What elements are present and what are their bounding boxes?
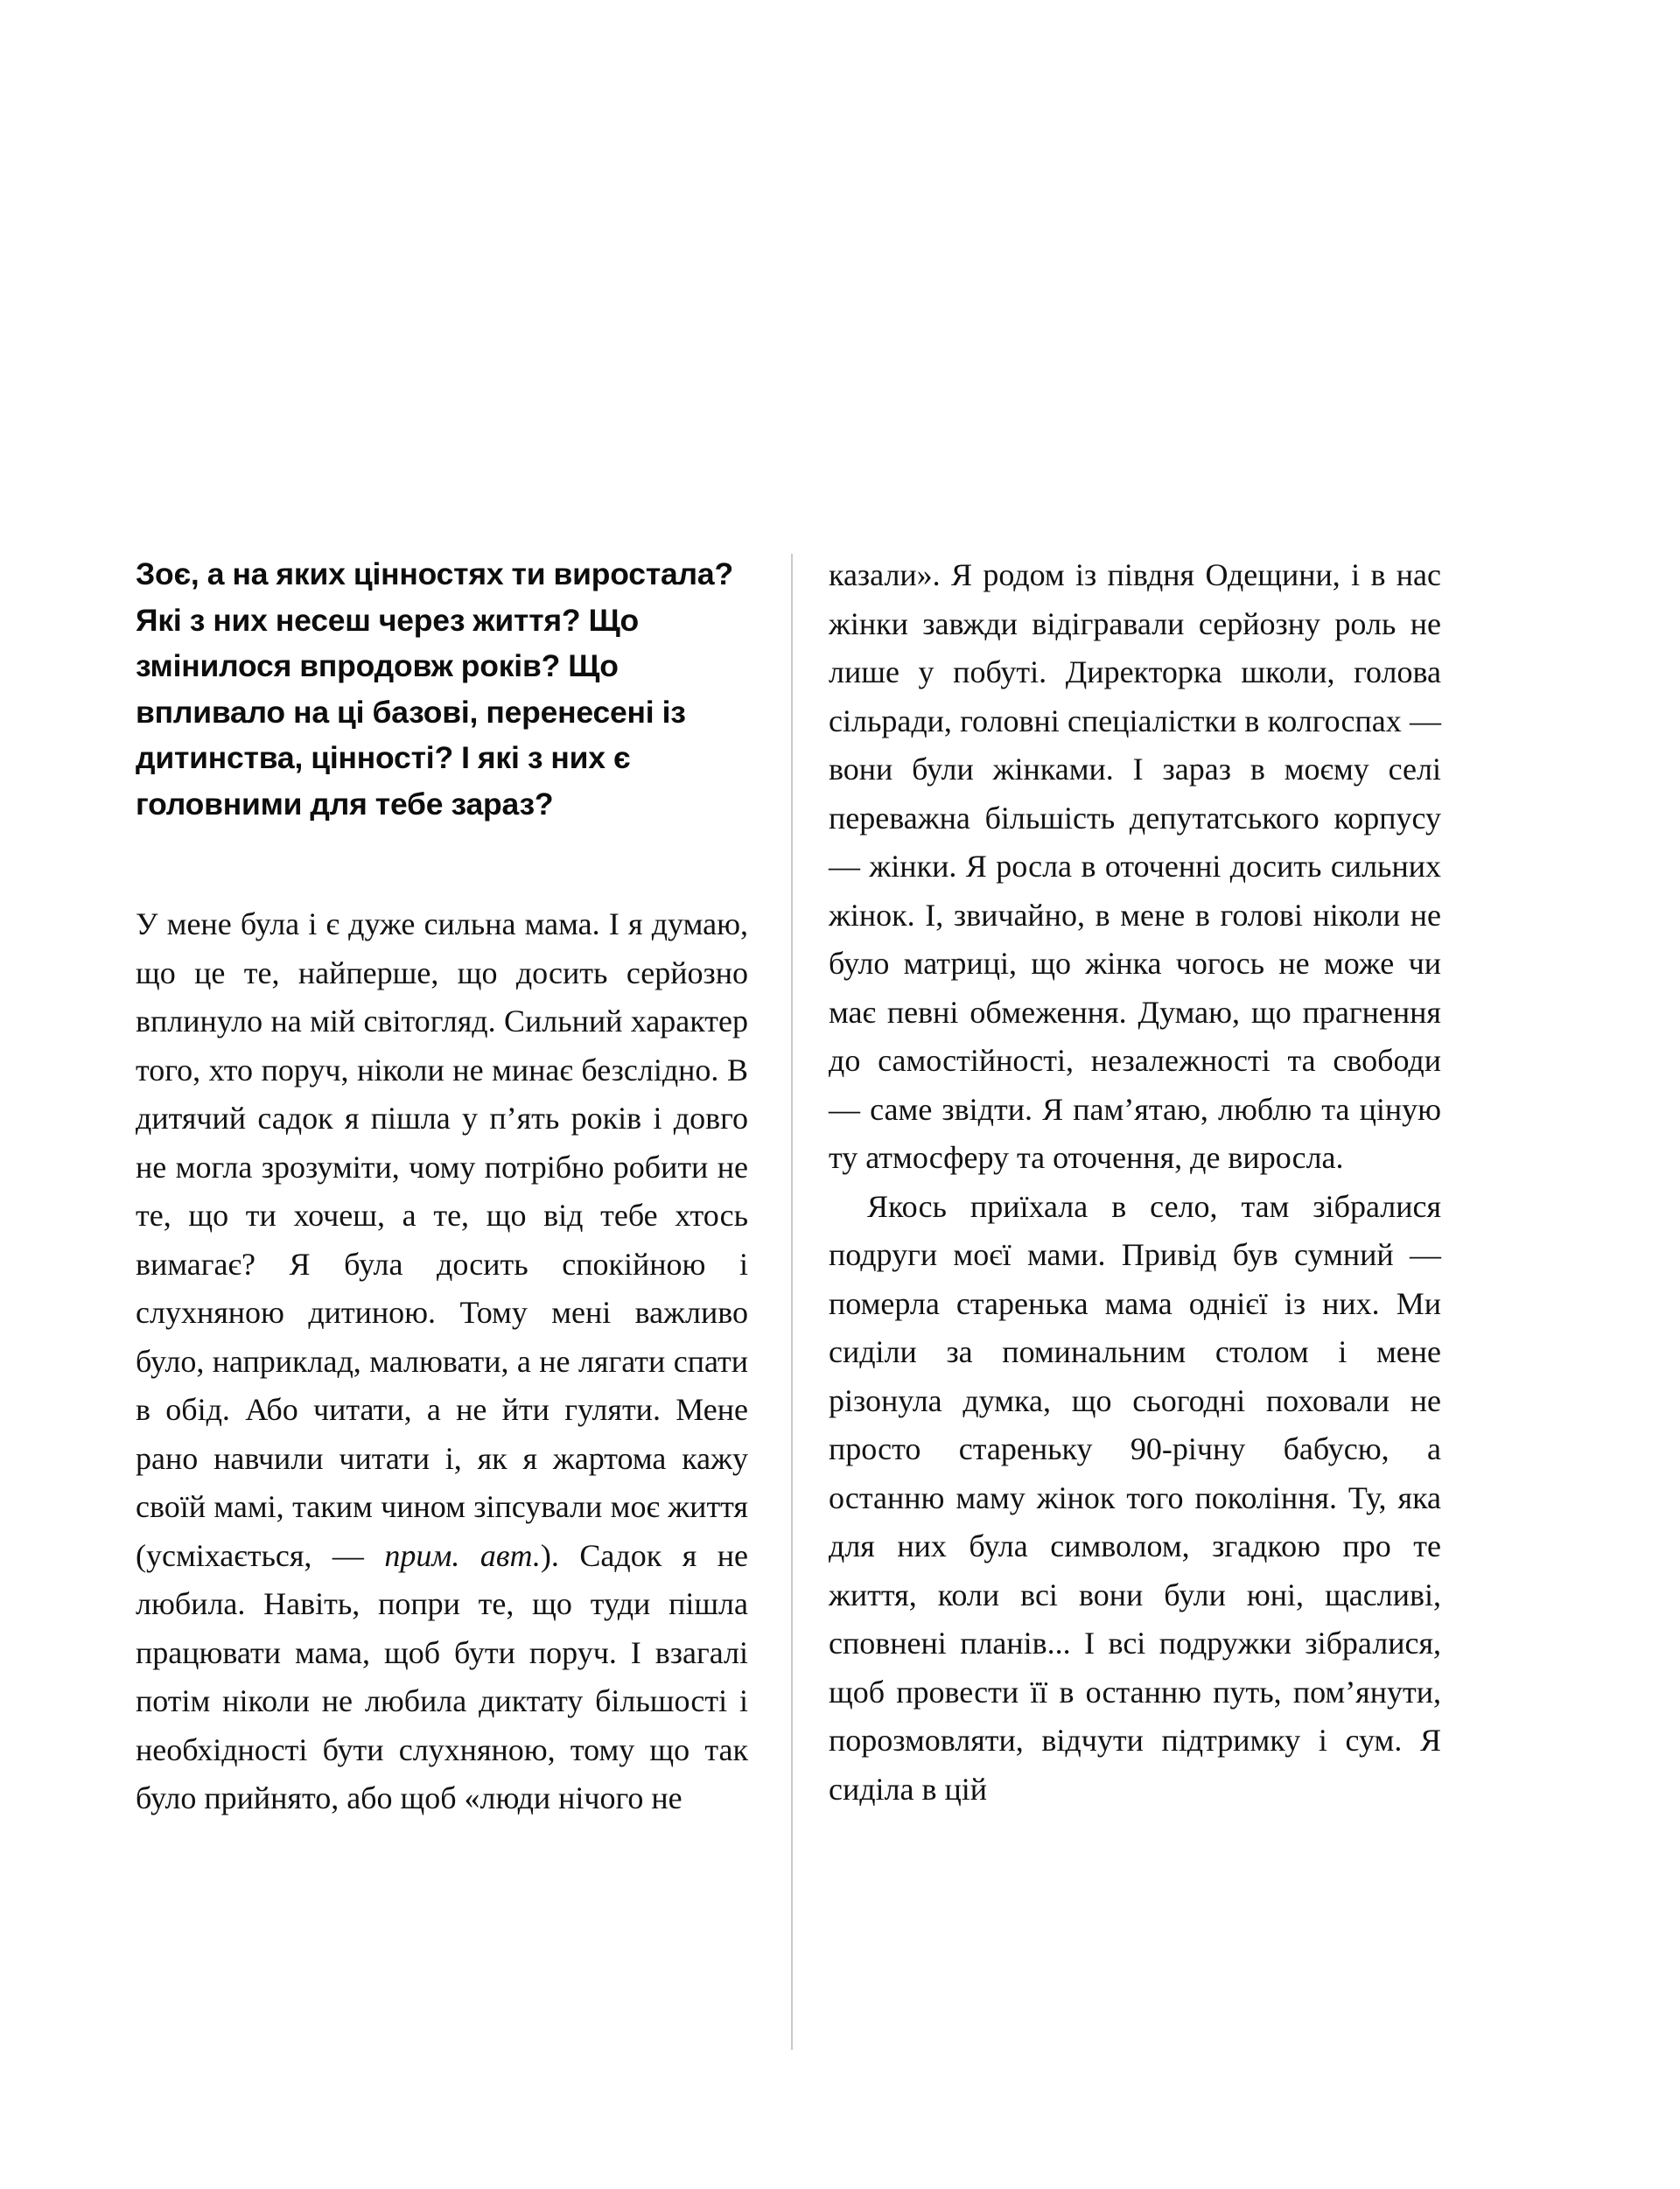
editorial-note-italic: прим. авт.	[384, 1537, 541, 1573]
question-answer-spacer	[136, 827, 748, 900]
answer-text-before-note: У мене була і є дуже сильна мама. І я думаю, що це те, найперше, що досить серйозно вплинуло на мій світогляд. Сильний характер того, хто поруч, ніколи не минає безслідно. В дитячий садок я пішла у п’ять років і довго не могла зрозуміти, чому потрібно робити не те, що ти хочеш, а те, що від тебе хтось вимагає? Я була досить спокійною і слухняною дитиною. Тому мені важливо було, наприклад, малювати, а не лягати спати в обід. Або читати, а не йти гуляти. Мене рано навчили читати і, як я жартома кажу своїй мамі, таким чином зіпсували моє життя (усміхається, —	[136, 906, 748, 1573]
left-text-column	[136, 551, 748, 2052]
answer-paragraph-continued: казали». Я родом із півдня Одещини, і в нас жінки завжди відігравали серйозну роль не лише у побуті. Директорка школи, голова сільради, головні спеціалістки в колгоспах — вони були жінками. І зараз в моєму селі переважна більшість депутатського корпусу — жінки. Я росла в оточенні досить сильних жінок. І, звичайно, в мене в голові ніколи не було матриці, що жінка чогось не може чи має певні обмеження. Думаю, що прагнення до самостійності, незалежності та свободи — саме звідти. Я пам’ятаю, люблю та ціную ту атмосферу та оточення, де виросла.	[829, 557, 1441, 1175]
answer-paragraph-second: Якось приїхала в село, там зібралися подруги моєї мами. Привід був сумний — померла старенька мама однієї із них. Ми сиділи за поминальним столом і мене різонула думка, що сьогодні поховали не просто стареньку 90-річну бабусю, а останню маму жінок того покоління. Ту, яка для них була символом, згадкою про те життя, коли всі вони були юні, щасливі, сповнені планів... І всі подружки зібралися, щоб провести її в останню путь, пом’янути, порозмовляти, відчути підтримку і сум. Я сиділа в цій	[829, 1188, 1441, 1807]
answer-paragraph-first	[136, 900, 748, 1823]
column-divider-rule	[791, 554, 793, 2050]
right-text-column	[829, 551, 1441, 2052]
interview-question-heading: Зоє, а на яких цінностях ти виростала? Які з них несеш через життя? Що змінилося впродовж років? Що впливало на ці базові, перенесені із дитинства, цінності? І які з них є головними для тебе зараз?	[136, 556, 733, 822]
answer-text-after-note: ). Садок я не любила. Навіть, попри те, що туди пішла працювати мама, щоб бути поруч. І взагалі потім ніколи не любила диктату більшості і необхідності бути слухняною, тому що так було прийнято, або щоб «люди нічого не	[136, 1537, 748, 1815]
two-column-text-block	[136, 551, 1441, 2052]
